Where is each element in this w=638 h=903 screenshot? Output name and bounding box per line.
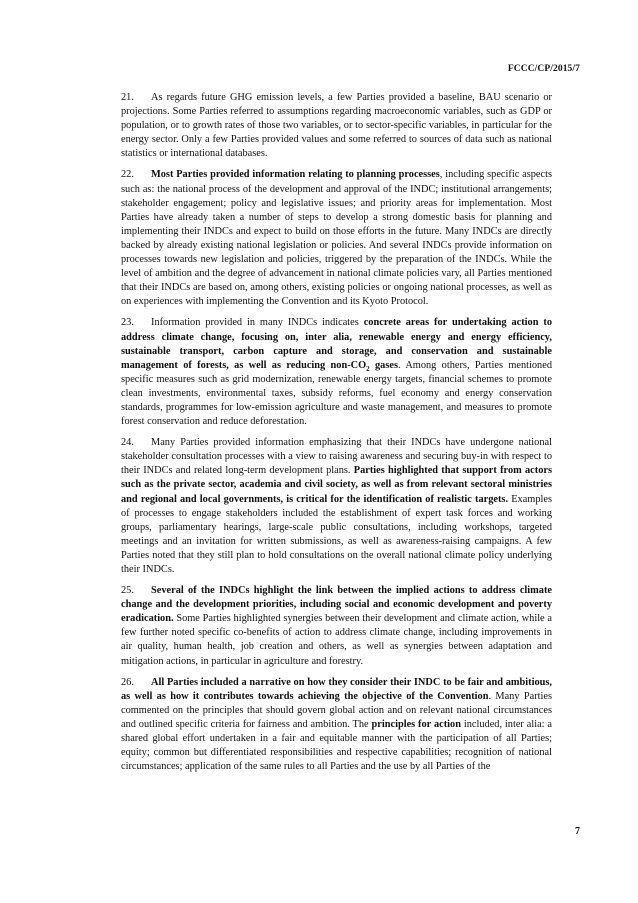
paragraph-text: . Among others, Parties mentioned specific measures such as grid modernization, renewable energy targets, financial schemes to promote clean investments, environmental taxes, subsidy reforms, fuel economy and energy conservation standards, programmes for low-emission agriculture and waste management, and measures to promote forest conservation and reduce deforestation. [121,359,552,428]
paragraph-text: . Many Parties commented on the principles that should govern global action and on relevant national circumstances and outlined specific criteria for fairness and ambition. The [121,690,553,730]
emphasized-text: concrete areas for undertaking action to address climate change, focusing on, inter alia, renewable energy and energy efficiency, sustainable transport, carbon capture and storage, and conservation and sustainable management of forests, as well as reducing non-CO [121,317,552,371]
emphasized-text: principles for action [371,718,461,730]
paragraph-text: Information provided in many INDCs indicates [151,317,364,329]
emphasized-text: All Parties included a narrative on how they consider their INDC to be fair and ambitious, as well as how it contributes towards achieving the objective of the Convention [121,676,552,702]
paragraph-number: 25. [121,585,134,597]
paragraph-text: , including specific aspects such as: the national process of the development and approval of the INDC; institutional arrangements; stakeholder engagement; policy and legislative issues; and priority areas for implementation. Most Parties have already taken a number of steps to develop a strong domestic basis for planning and implementing their INDCs and expect to build on those efforts in the future. Many INDCs are directly backed by already existing national legislation or policies. And several INDCs provide information on processes towards new legislation and policies, triggered by the preparation of the INDCs. While the level of ambition and the degree of advancement in national climate policies vary, all Parties mentioned that their INDCs are based on, among others, existing policies or ongoing national processes, as well as on experiences with implementing the Convention and its Kyoto Protocol. [121,169,552,308]
paragraph-text: Examples of processes to engage stakeholders included the establishment of expert task forces and working groups, parliamentary hearings, large-scale public consultations, including workshops, targeted meetings and an invitation for written submissions, as well as awareness-raising campaigns. A few Parties noted that they still plan to hold consultations on the overall national climate policy underlying their INDCs. [121,493,552,575]
emphasized-text: Parties highlighted that support from actors such as the private sector, academia and civil society, as well as from relevant sectoral ministries and regional and local governments, is critical for the identification of realistic targets. [121,465,552,505]
paragraph [121,91,552,161]
paragraph [121,168,552,309]
emphasized-text: Most Parties provided information relating to planning processes [151,169,440,181]
paragraph-number: 21. [121,92,134,103]
paragraph-text: included, inter alia: a shared global effort undertaken in a fair and equitable manner with the participation of all Parties; equity; common but differentiated responsibilities and respective capabilities; recognition of national circumstances; application of the same rules to all Parties and the use by all Parties of the [121,718,552,773]
paragraph [121,436,552,577]
page-number: 7 [575,826,580,837]
paragraph-text: Some Parties highlighted synergies between their development and climate action, while a few further noted specific co-benefits of action to address climate change, including improvements in air quality, human health, job creation and others, as well as synergies between adaptation and mitigation actions, in particular in agriculture and forestry. [121,613,552,667]
emphasized-text: gases [369,359,398,371]
paragraph-number: 23. [121,317,134,329]
document-body [121,91,552,781]
emphasized-text: Several of the INDCs highlight the link between the implied actions to address climate change and the development priorities, including social and economic development and poverty eradication. [121,585,552,625]
paragraph [121,316,552,429]
emphasized-text: 2 [366,364,370,373]
paragraph-number: 26. [121,676,134,688]
paragraph [121,676,552,775]
paragraph-text: As regards future GHG emission levels, a few Parties provided a baseline, BAU scenario or projections. Some Parties referred to assumptions regarding macroeconomic variables, such as GDP or population, or to growth rates of those two variables, or to sector-specific variables, in particular for the energy sector. Only a few Parties provided values and some referred to sources of data such as national statistics or international databases. [121,92,552,160]
paragraph [121,584,552,669]
paragraph-text: Many Parties provided information emphasizing that their INDCs have undergone national stakeholder consultation processes with a view to raising awareness and securing buy-in with respect to their INDCs and related long-term development plans. [121,437,552,477]
document-symbol: FCCC/CP/2015/7 [507,64,580,74]
paragraph-number: 24. [121,437,134,449]
paragraph-number: 22. [121,169,134,181]
